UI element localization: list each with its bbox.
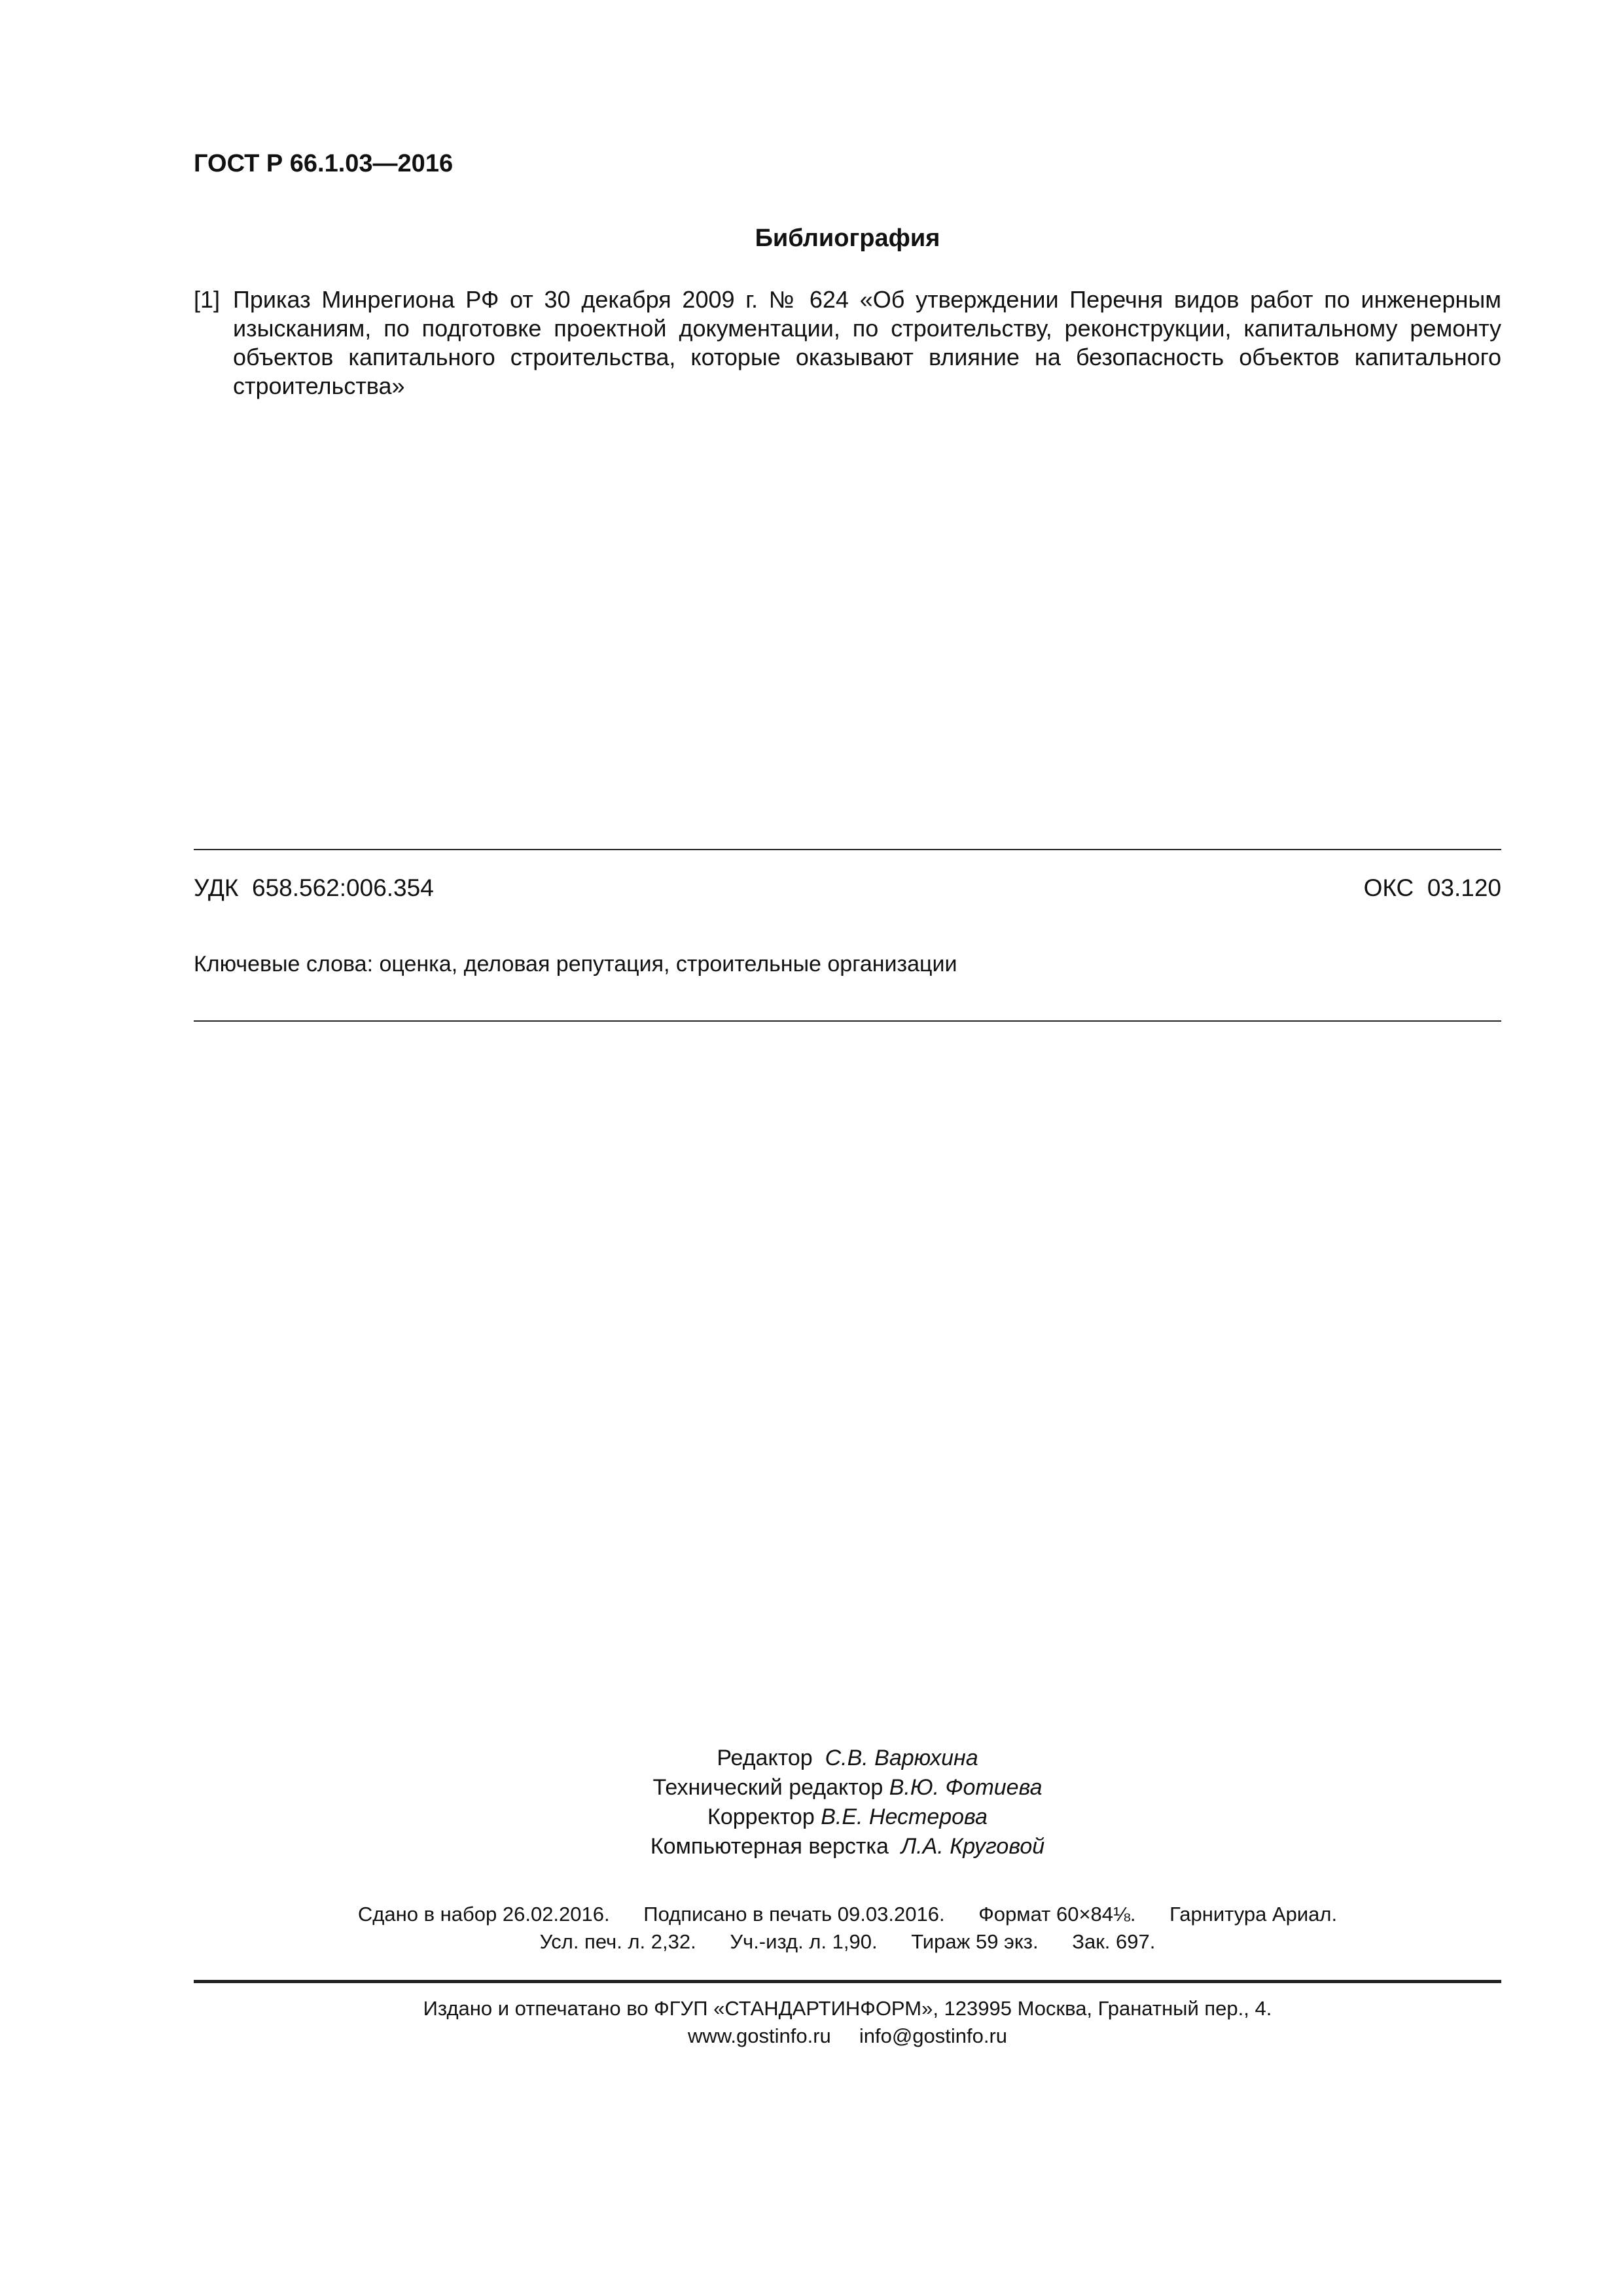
credit-role: Редактор bbox=[717, 1746, 813, 1770]
bibliography-entry-number: [1] bbox=[194, 286, 221, 313]
credit-name: Л.А. Круговой bbox=[901, 1834, 1045, 1859]
publisher-divider bbox=[194, 1980, 1501, 1983]
credit-role: Компьютерная верстка bbox=[650, 1834, 889, 1859]
credit-editor bbox=[194, 1744, 1501, 1773]
credit-name: С.В. Варюхина bbox=[825, 1746, 978, 1770]
keywords: Ключевые слова: оценка, деловая репутация, строительные организации bbox=[194, 952, 957, 977]
credit-technical-editor bbox=[194, 1773, 1501, 1803]
publisher-info bbox=[194, 1995, 1501, 2050]
credit-proofreader bbox=[194, 1803, 1501, 1832]
print-info-line-1: Сдано в набор 26.02.2016. Подписано в печать 09.03.2016. Формат 60×84⅛. Гарнитура Ариал. bbox=[357, 1903, 1338, 1926]
publisher-contacts: www.gostinfo.ru info@gostinfo.ru bbox=[687, 2024, 1008, 2047]
publisher-address: Издано и отпечатано во ФГУП «СТАНДАРТИНФОРМ», 123995 Москва, Гранатный пер., 4. bbox=[423, 1997, 1272, 2020]
oks-code: ОКС 03.120 bbox=[1363, 874, 1501, 901]
credit-layout bbox=[194, 1832, 1501, 1861]
bibliography-title: Библиография bbox=[755, 224, 940, 252]
credit-role: Технический редактор bbox=[652, 1775, 883, 1800]
credit-name: В.Ю. Фотиева bbox=[889, 1775, 1043, 1800]
udk-code: УДК 658.562:006.354 bbox=[194, 874, 434, 901]
document-code: ГОСТ Р 66.1.03—2016 bbox=[194, 150, 454, 177]
credit-name: В.Е. Нестерова bbox=[821, 1804, 988, 1829]
top-divider bbox=[194, 849, 1501, 850]
credit-role: Корректор bbox=[707, 1804, 815, 1829]
bibliography-entry-text: Приказ Минрегиона РФ от 30 декабря 2009 г. № 624 «Об утверждении Перечня видов работ по инженерным изысканиям, по подготовке проектной документации, по строительству, реконструкции, капитальному ремонту объектов капитального строительства, которые оказывают влияние на безопасность объектов капитального строительства» bbox=[233, 286, 1501, 399]
bottom-divider bbox=[194, 1020, 1501, 1022]
print-info bbox=[194, 1901, 1501, 1956]
bibliography-entry bbox=[194, 285, 1501, 401]
print-info-line-2: Усл. печ. л. 2,32. Уч.-изд. л. 1,90. Тираж 59 экз. Зак. 697. bbox=[539, 1930, 1156, 1953]
credits-block bbox=[194, 1744, 1501, 1861]
